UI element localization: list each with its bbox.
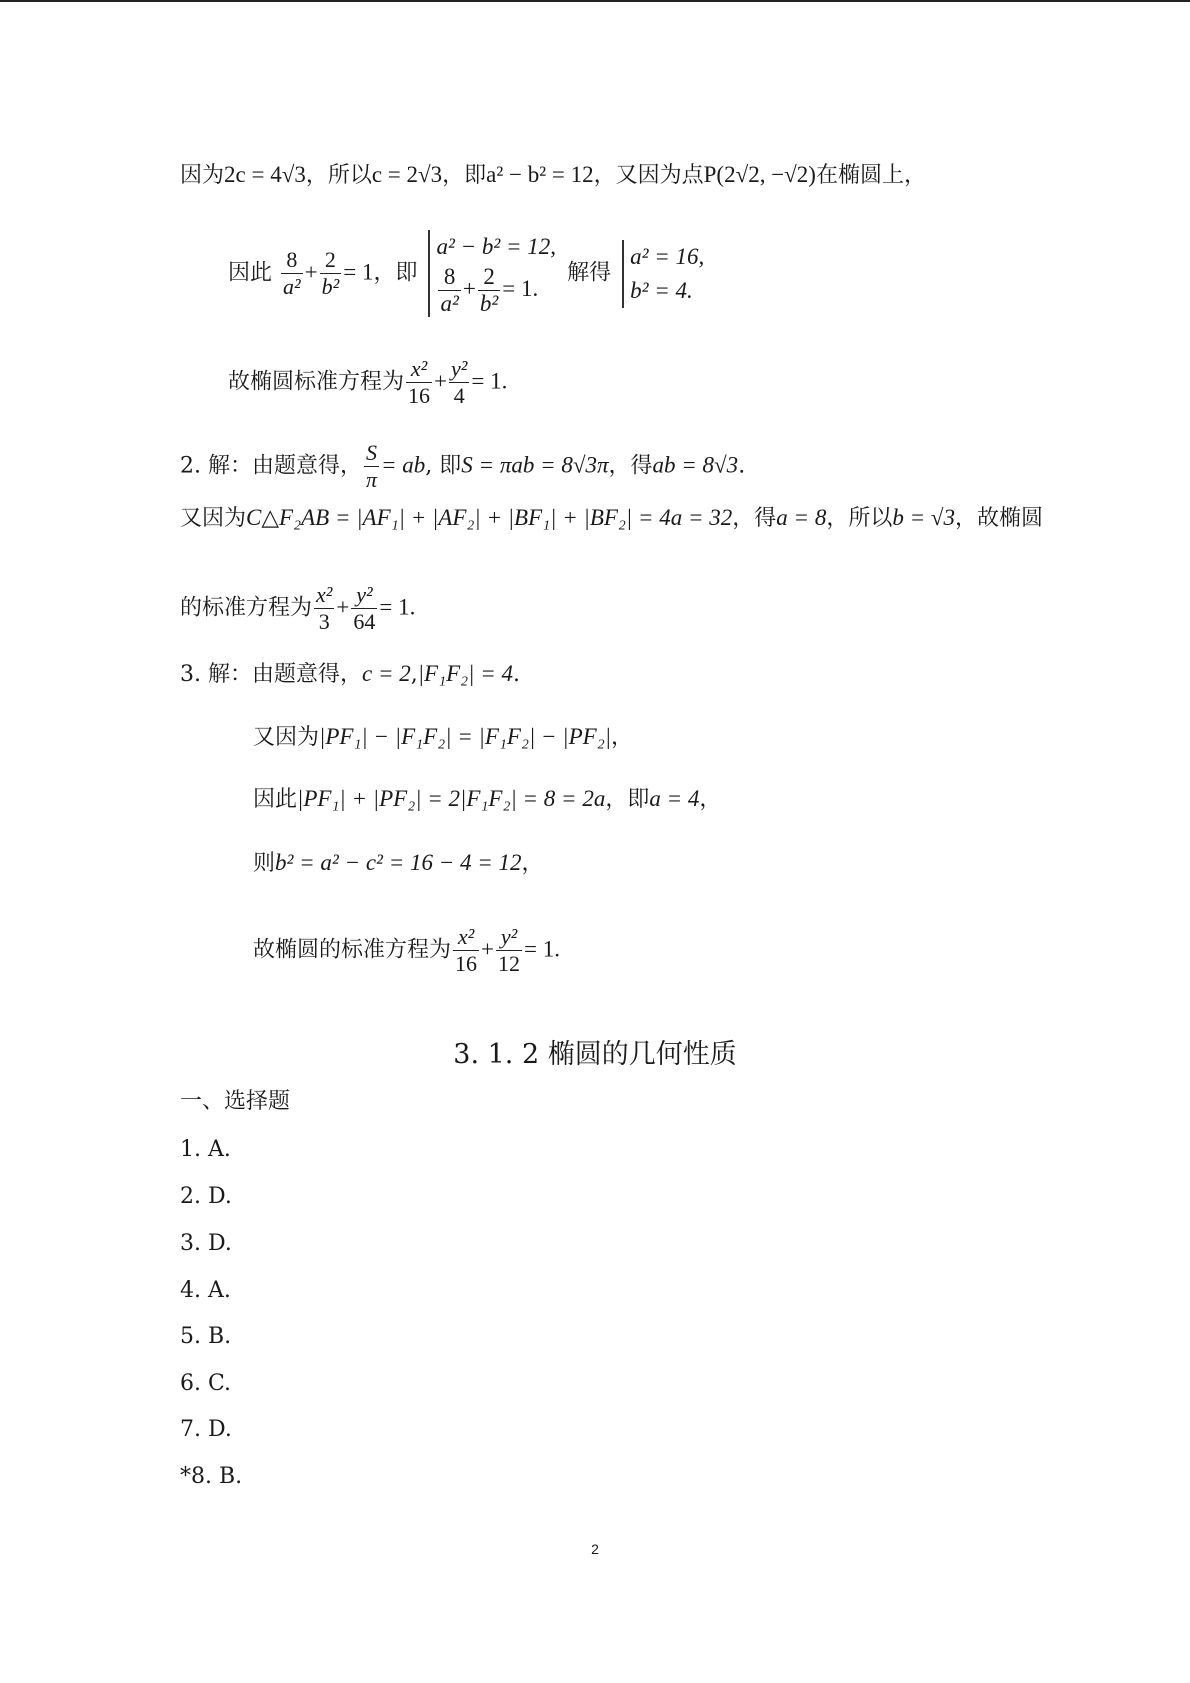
fraction — [314, 582, 334, 635]
text: 则 — [253, 851, 276, 876]
math: a = 4 — [649, 786, 700, 811]
text: 因此 — [253, 787, 298, 812]
text: 故椭圆的标准方程为 — [253, 937, 452, 963]
sol2-line2 — [180, 503, 1043, 534]
sol3-line3 — [253, 784, 721, 815]
text: 3. 解：由题意得， — [180, 662, 362, 687]
denominator: π — [365, 467, 378, 492]
numerator: 2 — [320, 247, 342, 274]
math: b² = a² − c² = 16 − 4 = 12 — [275, 850, 522, 875]
numerator: y² — [496, 924, 522, 951]
sol3-line5: 故椭圆的标准方程为 $\frac{\text{x²}}{16}$ + $\frac{\text{y²}}{12}$ = 1. — [253, 924, 560, 976]
denominator: 12 — [498, 951, 520, 976]
answer-item: 5. B. — [180, 1324, 232, 1349]
text: ，即 — [605, 787, 650, 812]
math: c = 2 — [361, 661, 411, 686]
math: c = 2√3 — [371, 162, 443, 187]
math: |PF₁| + |PF₂| = 2|F₁F₂| = 8 = 2a — [297, 786, 606, 811]
numerator: x² — [316, 582, 333, 607]
numerator: x² — [406, 356, 432, 383]
text: . — [738, 453, 746, 479]
numerator: y² — [451, 356, 468, 381]
numerator: 8 — [438, 264, 460, 291]
math: b = √3 — [892, 505, 955, 530]
section-title: 3. 1. 2 椭圆的几何性质 — [453, 1039, 737, 1070]
equation-system — [428, 230, 556, 317]
denominator: b² — [479, 291, 499, 316]
text: 故椭圆标准方程为 — [228, 369, 405, 395]
text: 解得 — [567, 260, 612, 286]
system-row: $\frac{8}{\text{a²}}$ + $\frac{2}{\text{b²}}$ = 1. — [440, 264, 539, 316]
sol1-line3: 故椭圆标准方程为 $\frac{\text{x²}}{16}$ + $\frac{\text{y²}}{4}$ = 1. — [228, 356, 508, 408]
sol2-line3: 的标准方程为 $\frac{\text{x²}}{3}$ + $\frac{\text{y²}}{64}$ = 1. — [180, 582, 416, 634]
fraction — [406, 356, 432, 409]
denominator: b² — [321, 274, 340, 299]
math: ab = 8√3 — [652, 452, 739, 478]
math: a² − b² = 12 — [486, 162, 594, 187]
numerator: S — [364, 440, 379, 467]
text: ， — [699, 787, 722, 812]
denominator: 16 — [408, 383, 431, 408]
math: = ab — [381, 452, 426, 478]
numerator: x² — [453, 924, 479, 951]
sol3-line4 — [253, 848, 544, 879]
top-border — [0, 0, 1190, 2]
answer-item: *8. B. — [180, 1464, 243, 1489]
page-number: 2 — [591, 1541, 599, 1557]
system-row: a² = 16, — [630, 243, 705, 269]
answer-item: 6. C. — [180, 1371, 232, 1396]
math: |F₁F₂| = 4 — [417, 661, 513, 686]
math: = 1. — [379, 594, 416, 620]
answer-item: 3. D. — [180, 1231, 232, 1256]
system-row: b² = 4. — [630, 277, 693, 303]
fraction — [351, 582, 377, 635]
answer-item: 1. A. — [180, 1137, 231, 1162]
text: ，所以 — [826, 506, 893, 531]
text: 因此 — [228, 260, 273, 286]
sol1-line2: 因此 $\frac{8}{\text{a²}}$ + $\frac{2}{\text{b²}}$ = 1，即 a² − b² = 12, $\frac{8}{\text{a²}}$ + $\frac{2}{\text{b²}}$ = 1. 解得 a² = 16, b² = 4. — [228, 230, 708, 317]
text: ，即 — [442, 163, 487, 188]
fraction — [496, 924, 522, 977]
text: ，即 — [373, 260, 418, 286]
text: ，所以 — [305, 163, 372, 188]
text: ，又因为点 — [593, 163, 704, 188]
text: ， — [611, 725, 634, 750]
denominator: 16 — [455, 951, 478, 976]
fraction — [453, 924, 479, 977]
denominator: a² — [283, 274, 301, 299]
math: P(2√2, −√2) — [703, 162, 816, 187]
denominator: 3 — [318, 609, 330, 634]
text: 又因为 — [253, 725, 320, 750]
text: . — [512, 662, 520, 687]
text: ，得 — [608, 453, 653, 479]
answer-item: 2. D. — [180, 1184, 232, 1209]
answer-item: 4. A. — [180, 1278, 231, 1303]
math: = 1. — [524, 936, 560, 962]
numerator: y² — [351, 582, 377, 609]
math: C△F₂AB = |AF₁| + |AF₂| + |BF₁| + |BF₂| = 4a = 32 — [246, 505, 733, 530]
text: ， — [521, 851, 544, 876]
text: 又因为 — [180, 506, 247, 531]
system-row: a² − b² = 12, — [436, 234, 557, 259]
denominator: 64 — [353, 609, 376, 634]
math: 2c = 4√3 — [224, 162, 306, 187]
text: 因为 — [180, 163, 225, 188]
math: S = πab = 8√3π — [461, 452, 609, 478]
numerator: 2 — [478, 264, 500, 291]
math: a = 8 — [776, 505, 827, 530]
denominator: 4 — [453, 383, 465, 408]
sol1-line1 — [180, 160, 926, 191]
answer-item: 7. D. — [180, 1417, 232, 1442]
text: 的标准方程为 — [180, 595, 313, 621]
fraction — [364, 440, 379, 493]
math: = 1. — [502, 275, 539, 301]
text: 在椭圆上， — [815, 163, 926, 188]
equation-system — [622, 240, 704, 308]
math: = 1 — [343, 259, 374, 285]
fraction — [281, 247, 303, 300]
subsection-heading: 一、选择题 — [180, 1089, 291, 1114]
numerator: 8 — [281, 247, 303, 274]
text: ，故椭圆 — [955, 506, 1044, 531]
math: = 1. — [471, 368, 508, 394]
fraction — [320, 247, 342, 300]
math: |PF₁| − |F₁F₂| = |F₁F₂| − |PF₂| — [319, 724, 612, 749]
fraction — [449, 356, 469, 409]
text: ，得 — [732, 506, 777, 531]
text: , — [410, 662, 418, 687]
text: , 即 — [425, 453, 462, 479]
sol3-line2 — [253, 722, 633, 753]
text: 2. 解：由题意得， — [180, 453, 362, 479]
sol2-line1 — [180, 440, 745, 493]
denominator: a² — [440, 291, 459, 316]
sol3-line1 — [180, 659, 520, 690]
